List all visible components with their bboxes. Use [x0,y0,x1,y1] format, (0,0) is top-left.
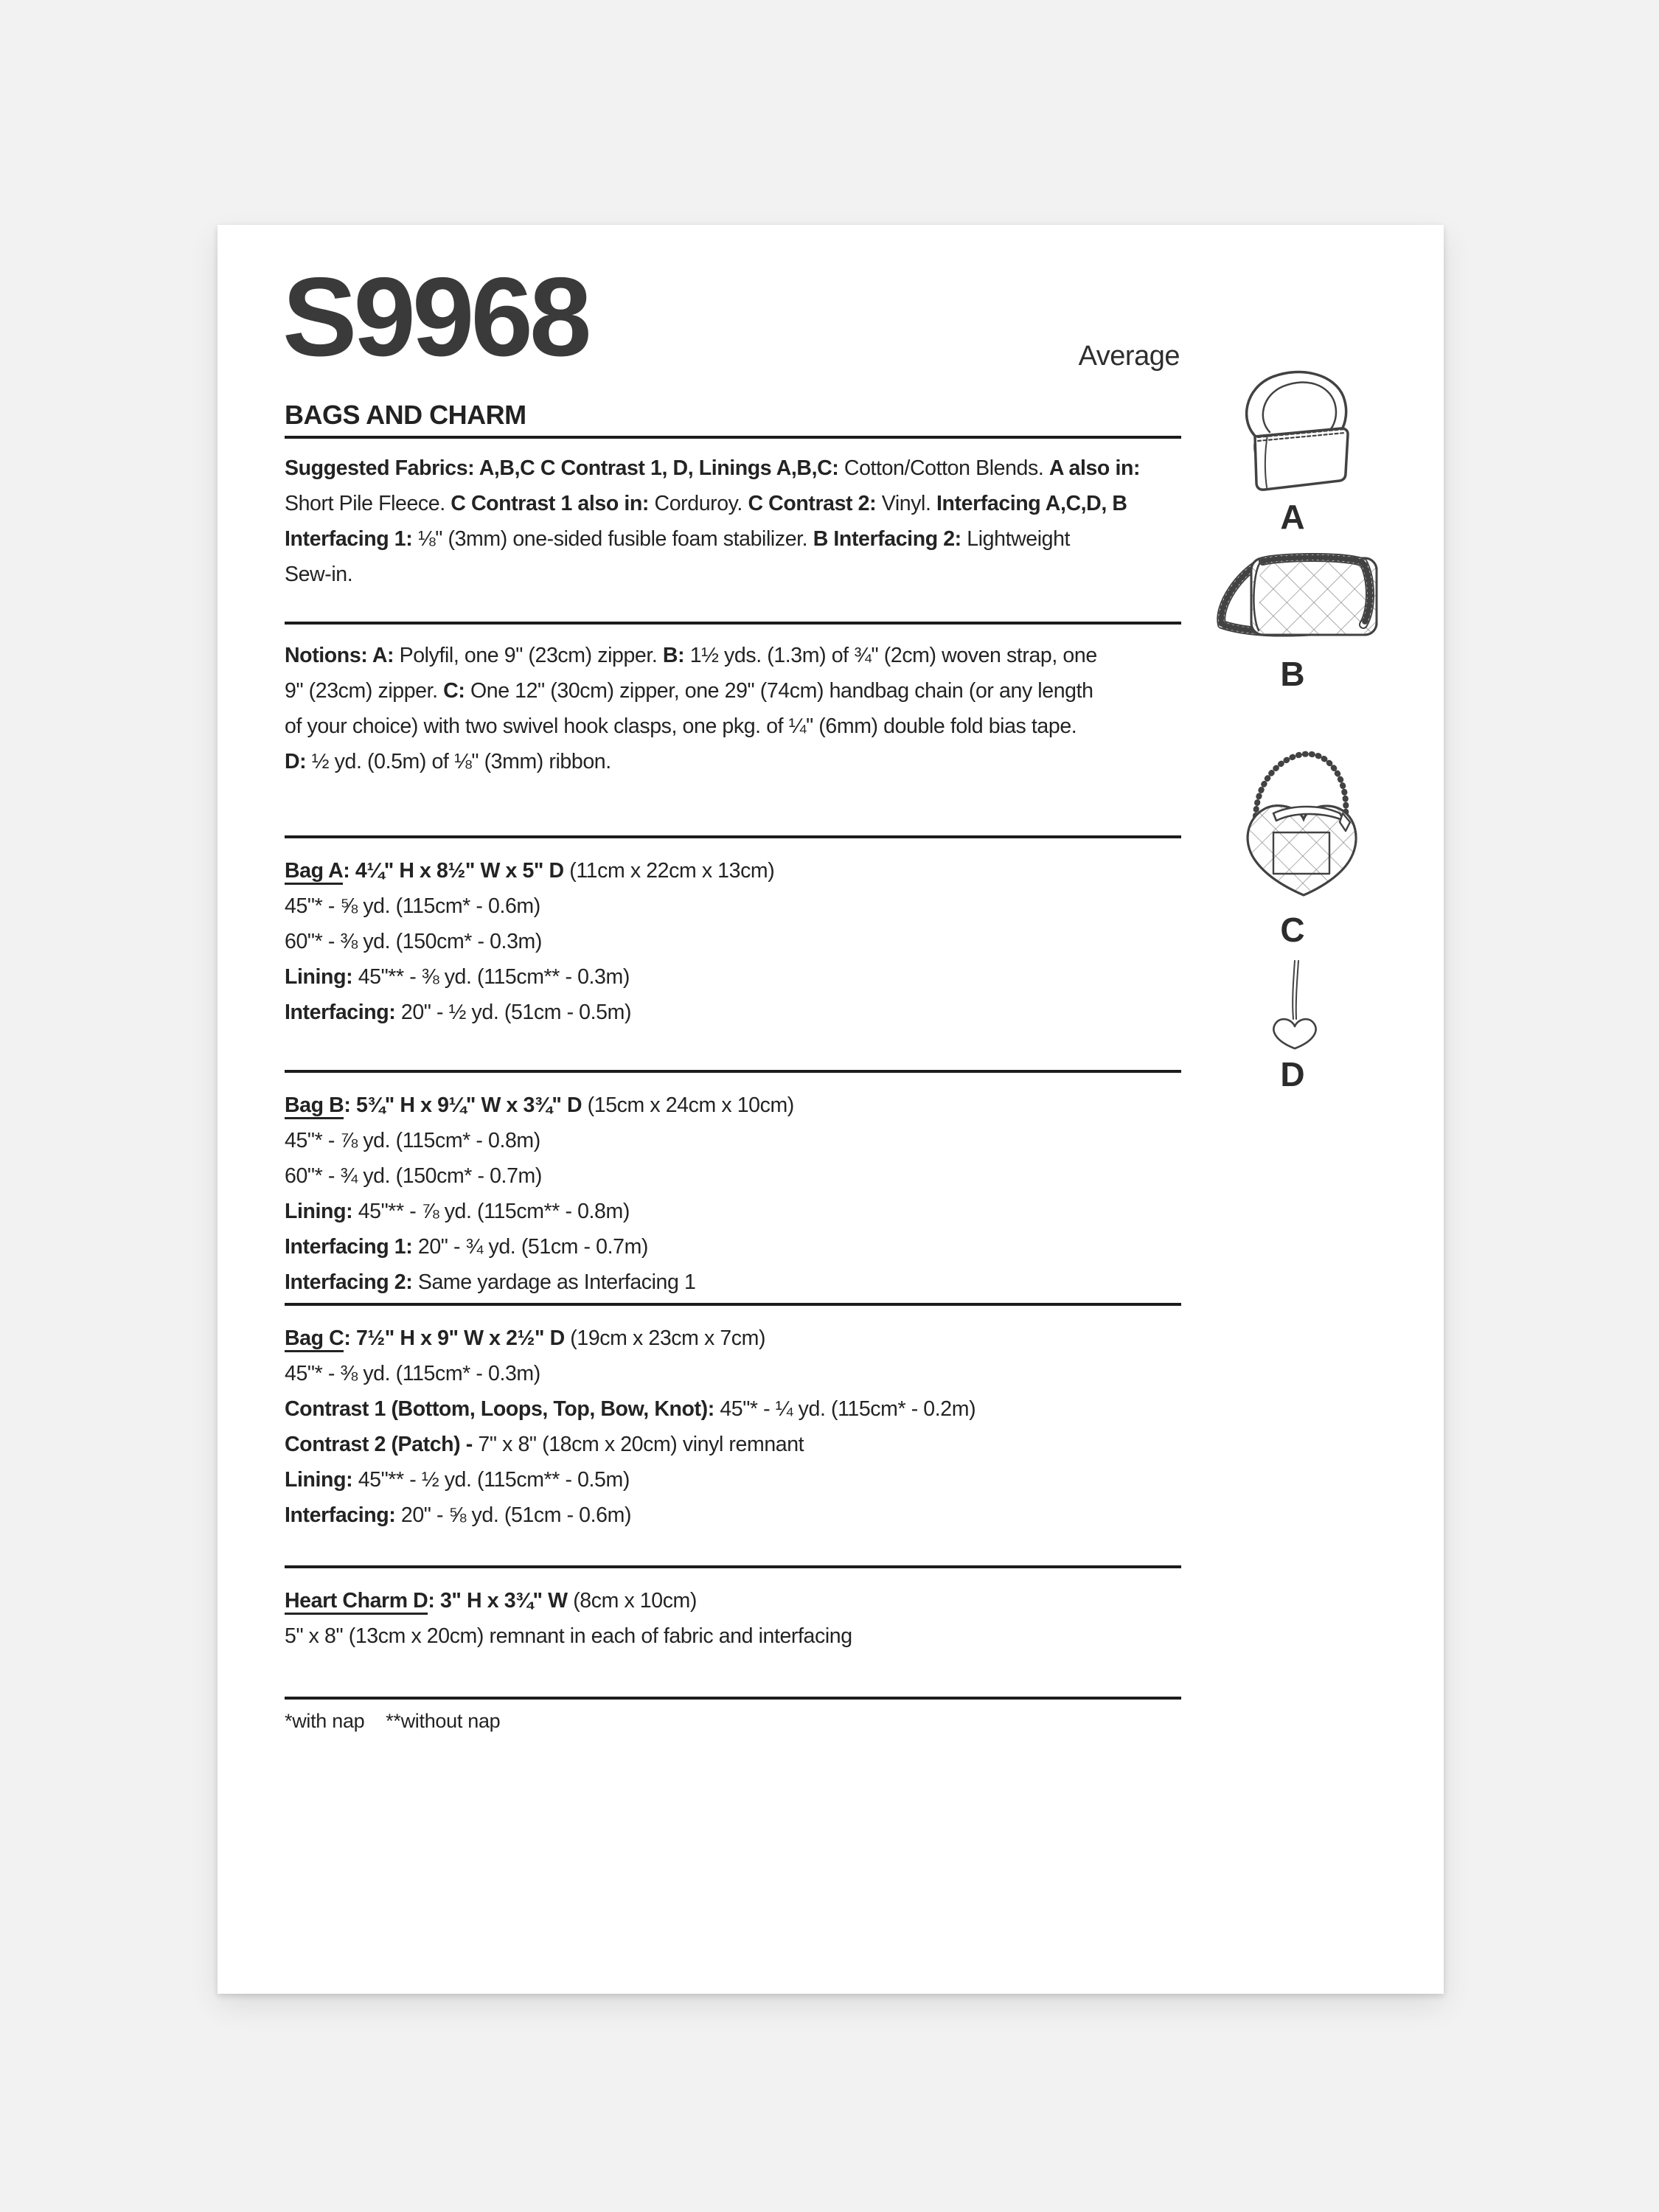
text-segment: : 7½" H x 9" W x 2½" D [344,1326,565,1350]
text-line [285,744,1181,779]
text-segment: (15cm x 24cm x 10cm) [582,1093,794,1117]
nap-footnote: *with nap **without nap [285,1710,501,1732]
text-segment: Heart Charm D [285,1589,428,1615]
text-segment: Contrast 2 (Patch) - [285,1433,473,1456]
text-line [285,959,1181,995]
text-segment: Sew-in. [285,563,353,586]
text-segment: Cotton/Cotton Blends. [838,456,1049,480]
section-divider [285,1303,1181,1306]
handbag-round-handle-icon [1233,361,1362,498]
bag-a-label: A [1280,498,1305,536]
text-segment: Short Pile Fleece. [285,492,451,515]
text-line [285,1618,1181,1654]
text-segment: Interfacing: [285,1001,396,1024]
text-segment: Lining: [285,1468,353,1492]
text-segment: 45"* - ⅝ yd. (115cm* - 0.6m) [285,894,540,918]
pattern-number: S9968 [282,254,588,380]
text-segment: 45"* - ⅜ yd. (115cm* - 0.3m) [285,1362,540,1385]
text-line [285,1462,1181,1498]
section-bag-c [285,1321,1181,1533]
text-segment: Bag B [285,1093,344,1119]
text-segment: 60"* - ⅜ yd. (150cm* - 0.3m) [285,930,542,953]
text-segment: : 3" H x 3¾" W [428,1589,568,1613]
text-segment: 20" - ¾ yd. (51cm - 0.7m) [412,1235,649,1259]
heart-quilted-chain-bag-icon [1235,734,1375,907]
text-segment: Bag A [285,859,343,885]
text-line [285,557,1181,592]
text-line [285,1498,1181,1533]
difficulty-rating: Average [1078,341,1180,372]
text-segment: 45"* - ⅞ yd. (115cm* - 0.8m) [285,1129,540,1152]
text-segment: One 12" (30cm) zipper, one 29" (74cm) handbag chain (or any length [465,679,1093,703]
text-line [285,853,1181,888]
text-segment: : 5¾" H x 9¼" W x 3¾" D [344,1093,582,1117]
text-segment: : 4¼" H x 8½" W x 5" D [343,859,564,883]
text-segment: C: [443,679,465,703]
pattern-envelope-back-page [218,225,1444,1994]
text-line [285,1427,1181,1462]
text-segment: D: [285,750,307,773]
text-line [285,1229,1181,1265]
text-segment: B: [662,644,685,667]
text-segment: (8cm x 10cm) [567,1589,697,1613]
text-line [285,486,1181,521]
text-segment: 20" - ⅝ yd. (51cm - 0.6m) [395,1503,632,1527]
text-line [285,888,1181,924]
text-line [285,451,1181,486]
text-line [285,638,1181,673]
page-title: BAGS AND CHARM [285,400,526,430]
text-segment: 5" x 8" (13cm x 20cm) remnant in each of fabric and interfacing [285,1624,852,1648]
quilted-shoulder-bag-icon [1206,548,1390,651]
heart-charm-d-illustration [1266,959,1321,1051]
text-line [285,1088,1181,1123]
text-segment: 45"** - ½ yd. (115cm** - 0.5m) [352,1468,630,1492]
bag-c-label: C [1280,911,1305,949]
text-line [285,1158,1181,1194]
text-segment: Interfacing: [285,1503,396,1527]
text-segment: 45"** - ⅜ yd. (115cm** - 0.3m) [352,965,630,989]
text-segment: of your choice) with two swivel hook clasps, one pkg. of ¼" (6mm) double fold bias tape. [285,714,1077,738]
text-segment: 45"** - ⅞ yd. (115cm** - 0.8m) [352,1200,630,1223]
text-segment: 45"* - ¼ yd. (115cm* - 0.2m) [714,1397,976,1421]
text-line [285,995,1181,1030]
text-segment: (19cm x 23cm x 7cm) [564,1326,766,1350]
text-line [285,709,1181,744]
text-segment: Vinyl. [876,492,937,515]
bag-b-label: B [1280,655,1305,693]
text-segment: 9" (23cm) zipper. [285,679,444,703]
text-segment: 7" x 8" (18cm x 20cm) vinyl remnant [472,1433,804,1456]
text-segment: ½ yd. (0.5m) of ⅛" (3mm) ribbon. [306,750,611,773]
text-line [285,1123,1181,1158]
text-line [285,521,1181,557]
section-divider [285,436,1181,439]
text-segment: Bag C [285,1326,344,1352]
text-line [285,1356,1181,1391]
text-line [285,1321,1181,1356]
text-segment: Interfacing 1: [285,527,413,551]
charm-d-label: D [1280,1055,1305,1093]
text-segment: A also in: [1048,456,1141,480]
text-segment: Notions: A: [285,644,394,667]
text-line [285,1583,1181,1618]
text-segment: Same yardage as Interfacing 1 [412,1270,696,1294]
text-segment: Polyfil, one 9" (23cm) zipper. [394,644,663,667]
text-segment: Lightweight [961,527,1071,551]
section-suggested-fabrics [285,451,1181,592]
text-segment: Corduroy. [649,492,748,515]
text-segment: 60"* - ¾ yd. (150cm* - 0.7m) [285,1164,542,1188]
section-notions [285,638,1181,779]
text-segment: Lining: [285,1200,353,1223]
text-line [285,924,1181,959]
text-segment: (11cm x 22cm x 13cm) [563,859,775,883]
text-line [285,673,1181,709]
section-heart-charm-d [285,1583,1181,1654]
text-segment: Contrast 1 (Bottom, Loops, Top, Bow, Knot): [285,1397,714,1421]
text-segment: C Contrast 1 also in: [451,492,649,515]
section-divider [285,1070,1181,1073]
text-line [285,1194,1181,1229]
section-divider [285,1697,1181,1700]
text-segment: Lining: [285,965,353,989]
text-segment: Interfacing 2: [285,1270,413,1294]
text-line [285,1391,1181,1427]
section-divider [285,1565,1181,1568]
text-segment: Interfacing 1: [285,1235,413,1259]
section-bag-a [285,853,1181,1030]
text-segment: C Contrast 2: [748,492,877,515]
heart-charm-ribbon-icon [1266,959,1321,1051]
section-divider [285,622,1181,625]
bag-b-illustration [1206,548,1390,651]
section-bag-b [285,1088,1181,1300]
text-segment: B Interfacing 2: [813,527,961,551]
bag-a-illustration [1233,361,1362,498]
text-segment: Suggested Fabrics: A,B,C C Contrast 1, D, Linings A,B,C: [285,456,839,480]
text-segment: 1½ yds. (1.3m) of ¾" (2cm) woven strap, one [684,644,1097,667]
bag-c-illustration [1235,734,1375,907]
text-segment: Interfacing A,C,D, B [936,492,1127,515]
text-segment: 20" - ½ yd. (51cm - 0.5m) [395,1001,632,1024]
text-line [285,1265,1181,1300]
text-segment: ⅛" (3mm) one-sided fusible foam stabilizer. [412,527,813,551]
section-divider [285,835,1181,838]
